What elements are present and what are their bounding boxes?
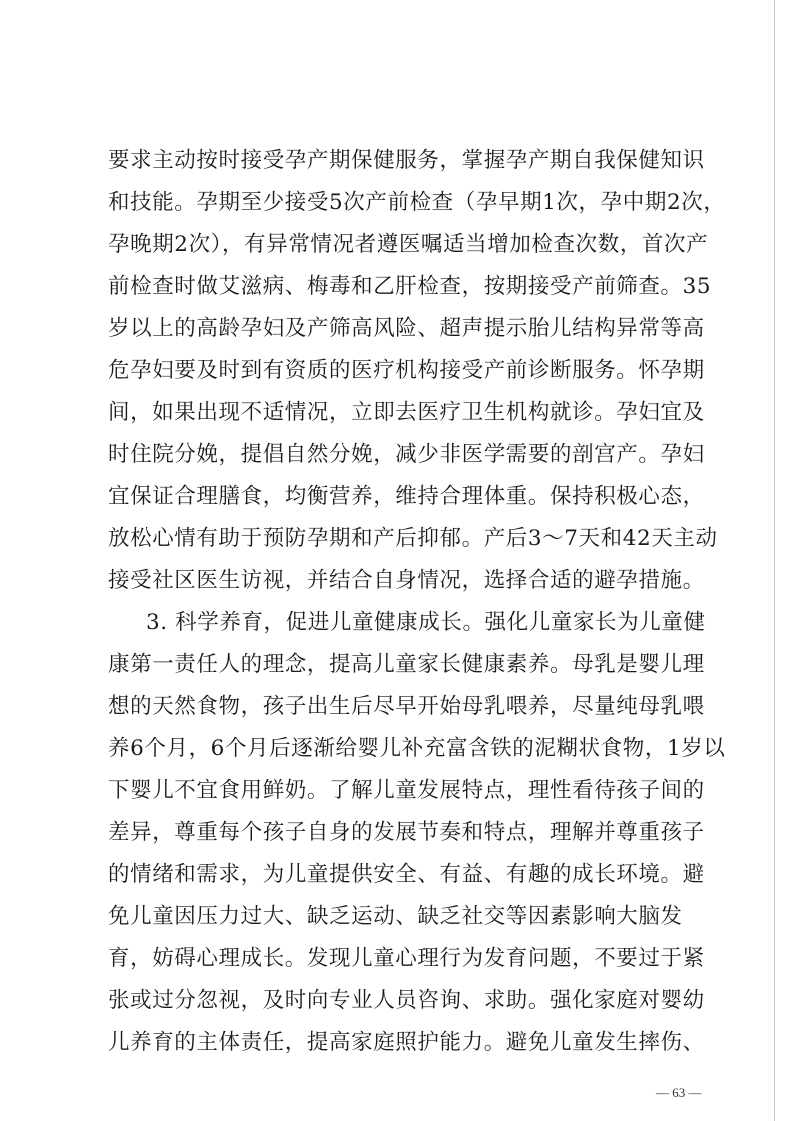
text-line-16: 下婴儿不宜食用鲜奶。了解儿童发展特点，理性看待孩子间的	[108, 778, 705, 803]
text-line-13: 康第一责任人的理念，提高儿童家长健康素养。母乳是婴儿理	[108, 652, 705, 677]
text-line-2: 和技能。孕期至少接受5次产前检查（孕早期1次，孕中期2次，	[108, 190, 726, 215]
text-line-7: 间，如果出现不适情况，立即去医疗卫生机构就诊。孕妇宜及	[108, 400, 705, 425]
text-line-21: 张或过分忽视，及时向专业人员咨询、求助。强化家庭对婴幼	[108, 988, 705, 1013]
text-line-6: 危孕妇要及时到有资质的医疗机构接受产前诊断服务。怀孕期	[108, 358, 705, 383]
text-line-10: 放松心情有助于预防孕期和产后抑郁。产后3～7天和42天主动	[108, 526, 718, 551]
page-number: — 63 —	[656, 1085, 702, 1100]
text-line-22: 儿养育的主体责任，提高家庭照护能力。避免儿童发生摔伤、	[108, 1030, 705, 1055]
text-line-12: 3. 科学养育，促进儿童健康成长。强化儿童家长为儿童健	[146, 610, 706, 635]
text-line-5: 岁以上的高龄孕妇及产筛高风险、超声提示胎儿结构异常等高	[108, 316, 705, 341]
text-line-14: 想的天然食物，孩子出生后尽早开始母乳喂养，尽量纯母乳喂	[108, 694, 705, 719]
page-edge-line	[774, 0, 775, 1121]
text-line-17: 差异，尊重每个孩子自身的发展节奏和特点，理解并尊重孩子	[108, 820, 705, 845]
text-line-18: 的情绪和需求，为儿童提供安全、有益、有趣的成长环境。避	[108, 862, 705, 887]
text-line-8: 时住院分娩，提倡自然分娩，减少非医学需要的剖宫产。孕妇	[108, 442, 705, 467]
text-line-4: 前检查时做艾滋病、梅毒和乙肝检查，按期接受产前筛查。35	[108, 274, 712, 299]
text-line-9: 宜保证合理膳食，均衡营养，维持合理体重。保持积极心态，	[108, 484, 705, 509]
text-line-1: 要求主动按时接受孕产期保健服务，掌握孕产期自我保健知识	[108, 148, 705, 173]
text-line-3: 孕晚期2次），有异常情况者遵医嘱适当增加检查次数，首次产	[108, 232, 709, 257]
text-line-20: 育，妨碍心理成长。发现儿童心理行为发育问题，不要过于紧	[108, 946, 705, 971]
text-line-15: 养6个月，6个月后逐渐给婴儿补充富含铁的泥糊状食物，1岁以	[108, 736, 726, 761]
text-line-19: 免儿童因压力过大、缺乏运动、缺乏社交等因素影响大脑发	[108, 904, 683, 929]
text-line-11: 接受社区医生访视，并结合自身情况，选择合适的避孕措施。	[108, 568, 705, 593]
